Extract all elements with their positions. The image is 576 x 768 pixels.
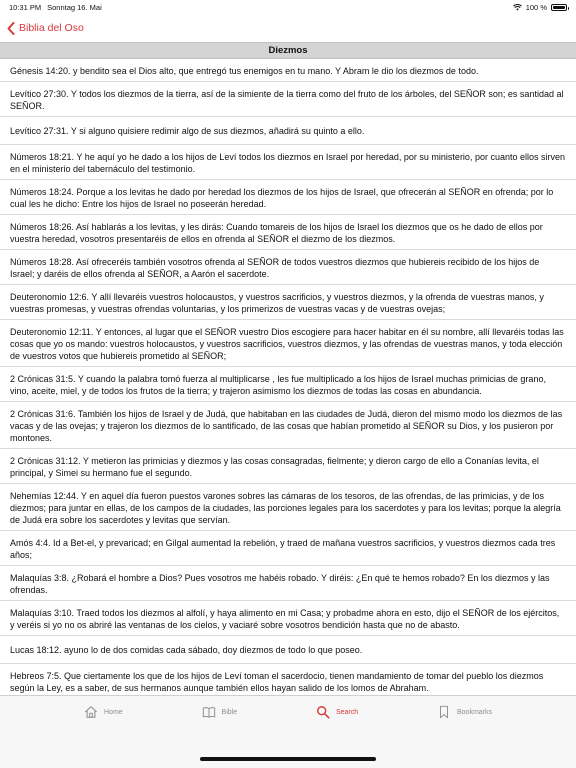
verse-item[interactable]: Génesis 14:20. y bendito sea el Dios alto, que entregó tus enemigos en tu mano. Y Abram le dio los diezmos de todo. — [0, 59, 576, 82]
back-button[interactable] — [7, 22, 84, 35]
section-header — [0, 42, 576, 59]
verse-item[interactable]: Lucas 18:12. ayuno lo de dos comidas cada sábado, doy diezmos de todo lo que poseo. — [0, 636, 576, 664]
verse-item[interactable]: Hebreos 7:5. Que ciertamente los que de los hijos de Leví toman el sacerdocio, tienen mandamiento de tomar del pueblo los diezmos según la Ley, es a saber, de sus hermanos aunque también ellos hayan salido de los lomos de Abraham. — [0, 664, 576, 695]
status-left — [9, 3, 102, 12]
verse-item[interactable]: Deuteronomio 12:11. Y entonces, al lugar que el SEÑOR vuestro Dios escogiere para hacer habitar en él su nombre, allí llevaréis todas las cosas que yo os mando: vuestros holocaustos, y vuestros sacrificios, vuestros diezmos, y las ofrendas de vuestras manos, y toda elección de vuestros votos que hubiereis prometido al SEÑOR; — [0, 320, 576, 367]
verse-item[interactable]: Malaquías 3:10. Traed todos los diezmos al alfolí, y haya alimento en mi Casa; y probadme ahora en esto, dijo el SEÑOR de los ejércitos, y veréis si yo no os abriré las ventanas de los cielos, y vaciaré sobre vosotros bendición hasta que no de abasto. — [0, 601, 576, 636]
verse-item[interactable]: Números 18:24. Porque a los levitas he dado por heredad los diezmos de los hijos de Israel, que ofrecerán al SEÑOR en ofrenda; por lo cual les he dicho: Entre los hijos de Israel no poseerán heredad. — [0, 180, 576, 215]
search-icon — [316, 705, 330, 719]
verse-item[interactable]: Malaquías 3:8. ¿Robará el hombre a Dios? Pues vosotros me habéis robado. Y diréis: ¿En qué te hemos robado? En los diezmos y las ofrendas. — [0, 566, 576, 601]
back-button-label: Biblia del Oso — [19, 22, 84, 34]
nav-bar — [0, 14, 576, 42]
status-time: 10:31 PM — [9, 2, 42, 12]
verse-item[interactable]: Números 18:28. Así ofreceréis también vosotros ofrenda al SEÑOR de todos vuestros diezmos que hubiereis recibido de los hijos de Israel; y daréis de ellos ofrenda al SEÑOR, a Aarón el sacerdote. — [0, 250, 576, 285]
verse-item[interactable]: Levítico 27:31. Y si alguno quisiere redimir algo de sus diezmos, añadirá su quinto a ello. — [0, 117, 576, 145]
verse-item[interactable]: 2 Crónicas 31:12. Y metieron las primicias y diezmos y las cosas consagradas, fielmente; y dieron cargo de ello a Conanías levita, el principal, y Simei su hermano fue el segundo. — [0, 449, 576, 484]
tab-bookmarks-label: Bookmarks — [456, 708, 492, 716]
tab-bible[interactable] — [202, 705, 238, 719]
tab-home-label: Home — [104, 708, 123, 716]
verse-item[interactable]: Números 18:21. Y he aquí yo he dado a los hijos de Leví todos los diezmos en Israel por heredad, por su ministerio, por cuanto ellos sirven en el ministerio del tabernáculo del testimonio. — [0, 145, 576, 180]
chevron-left-icon — [7, 22, 15, 35]
verse-list[interactable] — [0, 59, 576, 695]
battery-icon — [551, 4, 567, 11]
tab-home[interactable] — [84, 705, 123, 719]
status-date: Sonntag 16. Mai — [47, 2, 102, 12]
battery-percent: 100 % — [525, 2, 547, 12]
verse-item[interactable]: Deuteronomio 12:6. Y allí llevaréis vuestros holocaustos, y vuestros sacrificios, y vuestros diezmos, y la ofrenda de vuestras manos, y vuestras promesas, y vuestras ofrendas voluntarias, y los primerizos de vuestras vacas y de vuestras ovejas; — [0, 285, 576, 320]
home-indicator[interactable] — [200, 757, 376, 761]
verse-item[interactable]: Levítico 27:30. Y todos los diezmos de la tierra, así de la simiente de la tierra como del fruto de los árboles, del SEÑOR son; es santidad al SEÑOR. — [0, 82, 576, 117]
verse-item[interactable]: Nehemías 12:44. Y en aquel día fueron puestos varones sobres las cámaras de los tesoros, de las ofrendas, de las primicias, y de los diezmos; para juntar en ellas, de los campos de la ciudades, las porciones legales para los sacerdotes y para los levitas; porque la alegría de Judá era sobre los sacerdotes y levitas que servían. — [0, 484, 576, 531]
tab-bible-label: Bible — [221, 708, 238, 716]
status-bar — [0, 0, 576, 14]
verse-item[interactable]: Amós 4:4. Id a Bet-el, y prevaricad; en Gilgal aumentad la rebelión, y traed de mañana vuestros sacrificios, y vuestros diezmos cada tres años; — [0, 531, 576, 566]
book-icon — [202, 705, 216, 719]
verse-item[interactable]: Números 18:26. Así hablarás a los levitas, y les dirás: Cuando tomareis de los hijos de Israel los diezmos que os he dado de ellos por vuestra heredad, vosotros presentaréis de ellos en ofrenda al SEÑOR el diezmo de los diezmos. — [0, 215, 576, 250]
bookmark-icon — [437, 705, 451, 719]
verse-item[interactable]: 2 Crónicas 31:6. También los hijos de Israel y de Judá, que habitaban en las ciudades de Judá, dieron del mismo modo los diezmos de las vacas y de las ovejas; y trajeron los diezmos de lo santificado, de las cosas que habían prometido al SEÑOR su Dios, y los pusieron por montones. — [0, 402, 576, 449]
home-icon — [84, 705, 98, 719]
section-title: Diezmos — [268, 45, 308, 56]
verse-item[interactable]: 2 Crónicas 31:5. Y cuando la palabra tomó fuerza al multiplicarse , les fue multiplicado a los hijos de Israel muchas primicias de grano, vino, aceite, miel, y de todos los frutos de la tierra; y trajeron asimismo los diezmos de todas las cosas en abundancia. — [0, 367, 576, 402]
battery-fill — [553, 6, 565, 9]
tab-bookmarks[interactable] — [437, 705, 492, 719]
wifi-icon — [513, 4, 522, 11]
tab-search-label: Search — [335, 708, 359, 716]
status-right — [513, 3, 567, 12]
bottom-safe-area — [0, 728, 576, 768]
tab-bar — [0, 695, 576, 728]
tab-search[interactable] — [316, 705, 358, 719]
